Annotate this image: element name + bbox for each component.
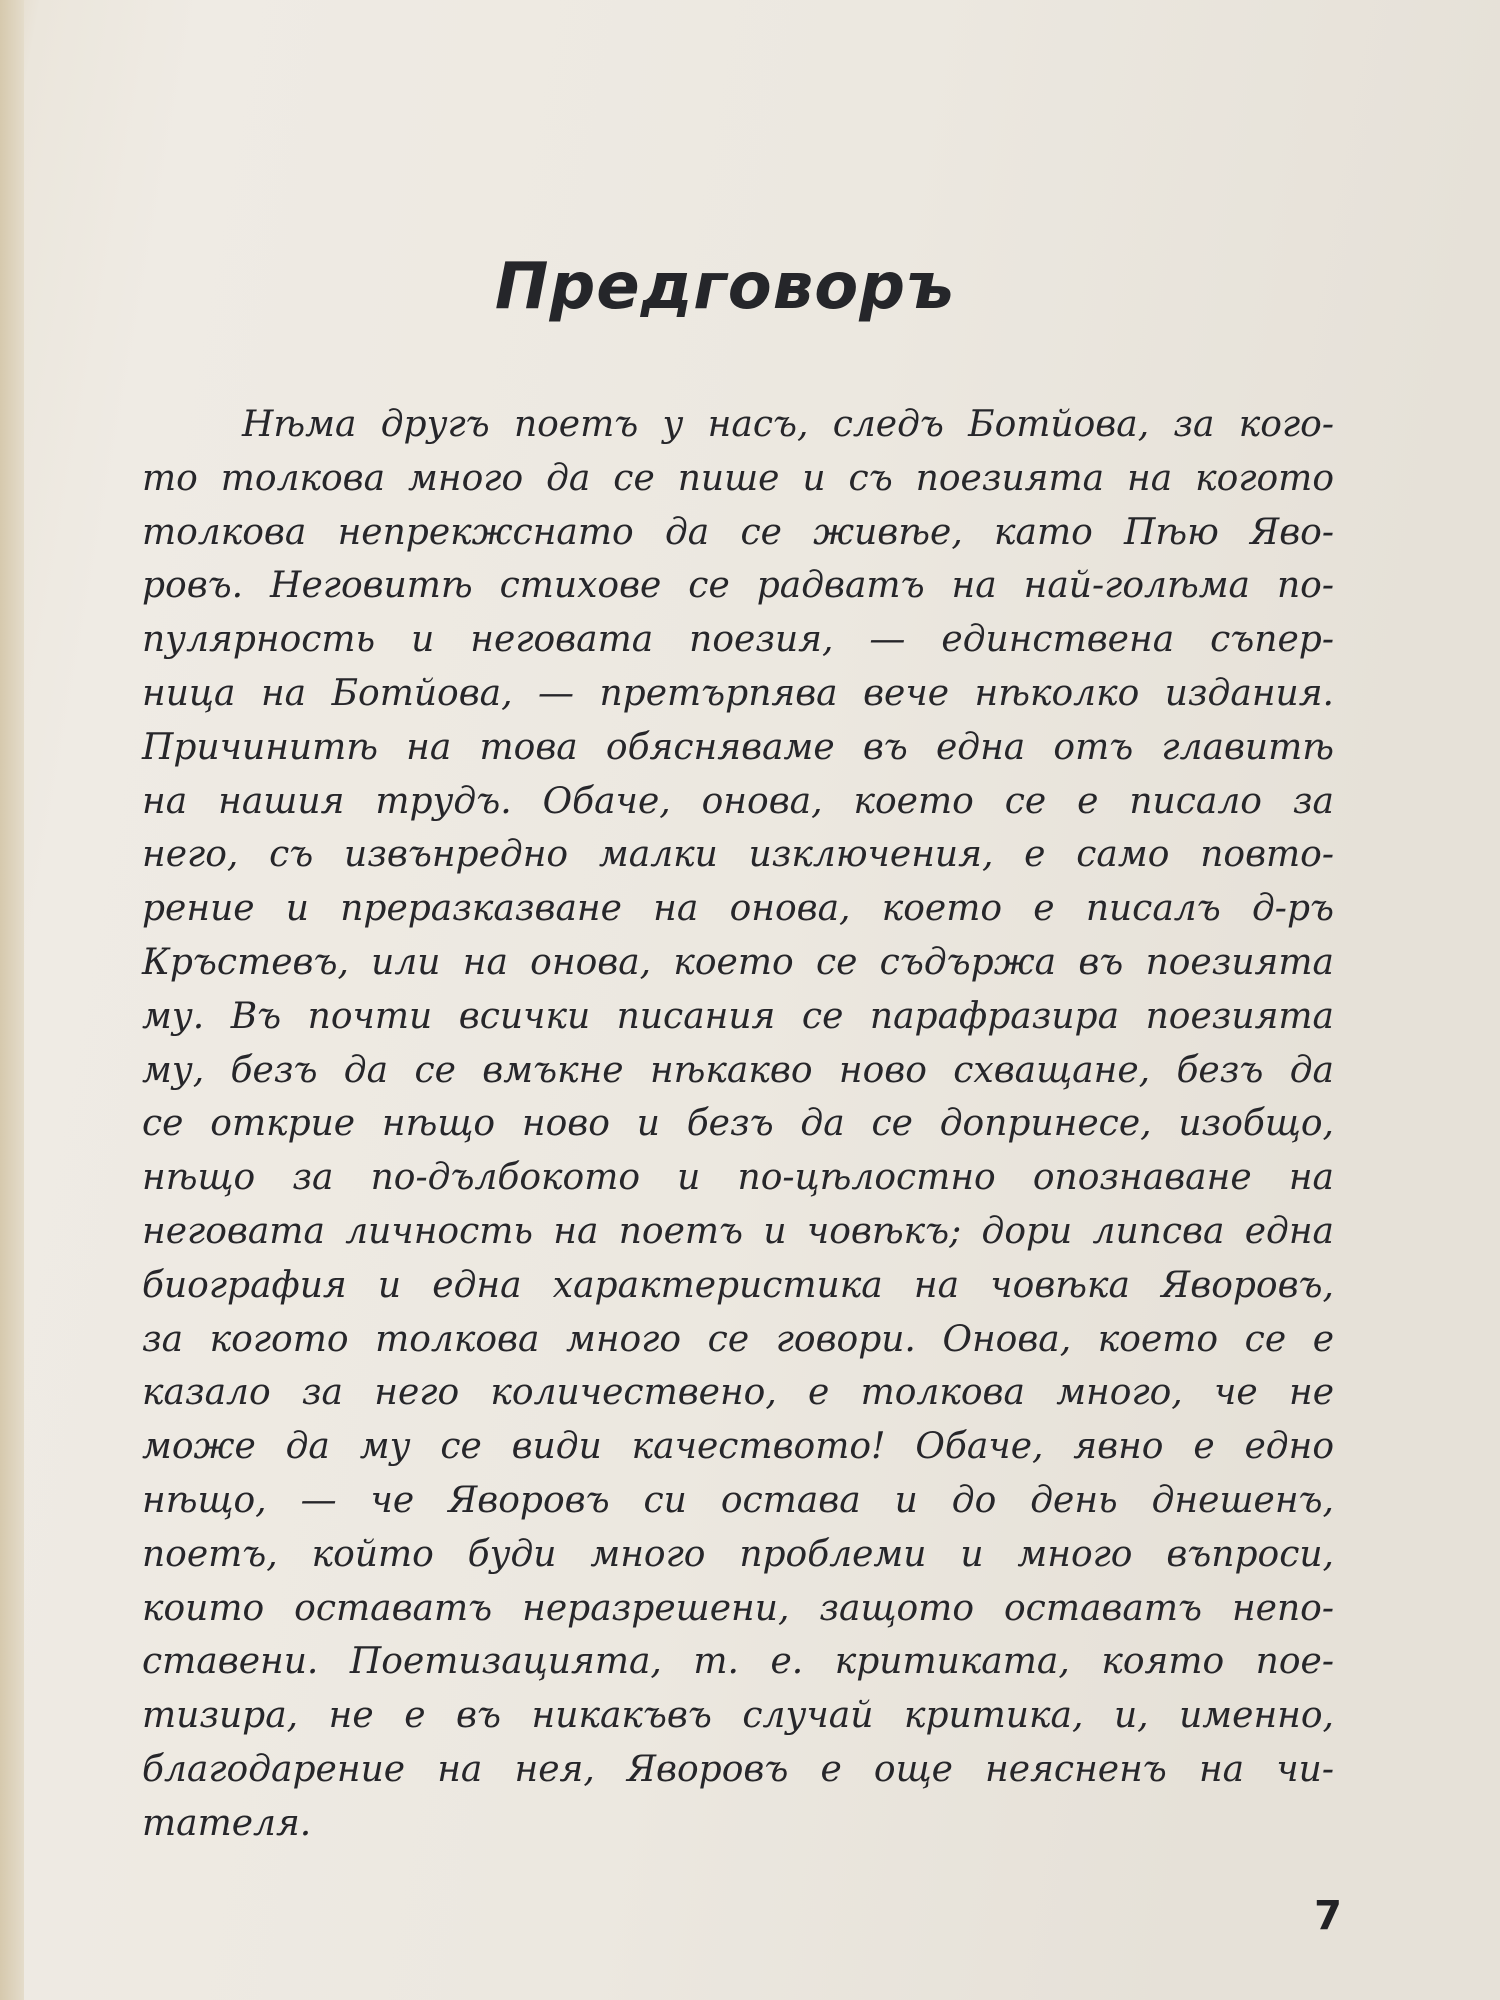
paragraph-line: които оставатъ неразрешени, защото оставатъ непо- xyxy=(142,1587,1334,1629)
paragraph-line: благодарение на нея, Яворовъ е още неясненъ на чи- xyxy=(142,1748,1334,1790)
paragraph-line: пулярность и неговата поезия, — единствена съпер- xyxy=(142,619,1334,661)
paragraph-line: толкова непрекжснато да се живѣе, като Пѣю Яво- xyxy=(142,511,1334,553)
paragraph-line: му. Въ почти всички писания се парафразира поезията xyxy=(142,995,1334,1037)
paragraph-line: ница на Ботйова, — претърпява вече нѣколко издания. xyxy=(142,672,1334,714)
chapter-title: Предговоръ xyxy=(494,250,956,324)
paragraph-line: за когото толкова много се говори. Онова, което се е xyxy=(142,1318,1334,1360)
paragraph-line: нѣщо за по-дълбокото и по-цѣлостно опознаване на xyxy=(142,1157,1334,1199)
paragraph-line: ставени. Поетизацията, т. е. критиката, която пое- xyxy=(142,1641,1334,1683)
paragraph-line: ровъ. Неговитѣ стихове се радватъ на най-голѣма по- xyxy=(142,565,1334,607)
body-paragraph xyxy=(142,398,1334,1851)
paragraph-line: се открие нѣщо ново и безъ да се допринесе, изобщо, xyxy=(142,1103,1334,1145)
paragraph-line: тизира, не е въ никакъвъ случай критика, и, именно, xyxy=(142,1695,1334,1737)
paragraph-line: Причинитѣ на това обясняваме въ една отъ главитѣ xyxy=(142,726,1334,768)
paragraph-line: рение и преразказване на онова, което е писалъ д-ръ xyxy=(142,888,1334,930)
paragraph-line: нѣщо, — че Яворовъ си остава и до день днешенъ, xyxy=(142,1479,1334,1521)
paragraph-line: неговата личность на поетъ и човѣкъ; дори липсва една xyxy=(142,1210,1334,1252)
paragraph-line: поетъ, който буди много проблеми и много въпроси, xyxy=(142,1533,1334,1575)
paragraph-line: може да му се види качеството! Обаче, явно е едно xyxy=(142,1426,1334,1468)
paragraph-line: на нашия трудъ. Обаче, онова, което се е писало за xyxy=(142,780,1334,822)
paragraph-line: казало за него количествено, е толкова много, че не xyxy=(142,1372,1334,1414)
paragraph-line: Нѣма другъ поетъ у насъ, следъ Ботйова, за кого- xyxy=(242,404,1334,445)
paragraph-line: му, безъ да се вмъкне нѣкакво ново схващане, безъ да xyxy=(142,1049,1334,1091)
paragraph-line: тателя. xyxy=(142,1802,312,1844)
page-number: 7 xyxy=(1314,1893,1342,1939)
paragraph-line: биография и една характеристика на човѣка Яворовъ, xyxy=(142,1264,1334,1306)
paragraph-line: него, съ извънредно малки изключения, е само повто- xyxy=(142,834,1334,876)
paragraph-line: Кръстевъ, или на онова, което се съдържа въ поезията xyxy=(142,941,1334,983)
paragraph-line: то толкова много да се пише и съ поезията на когото xyxy=(142,457,1334,499)
